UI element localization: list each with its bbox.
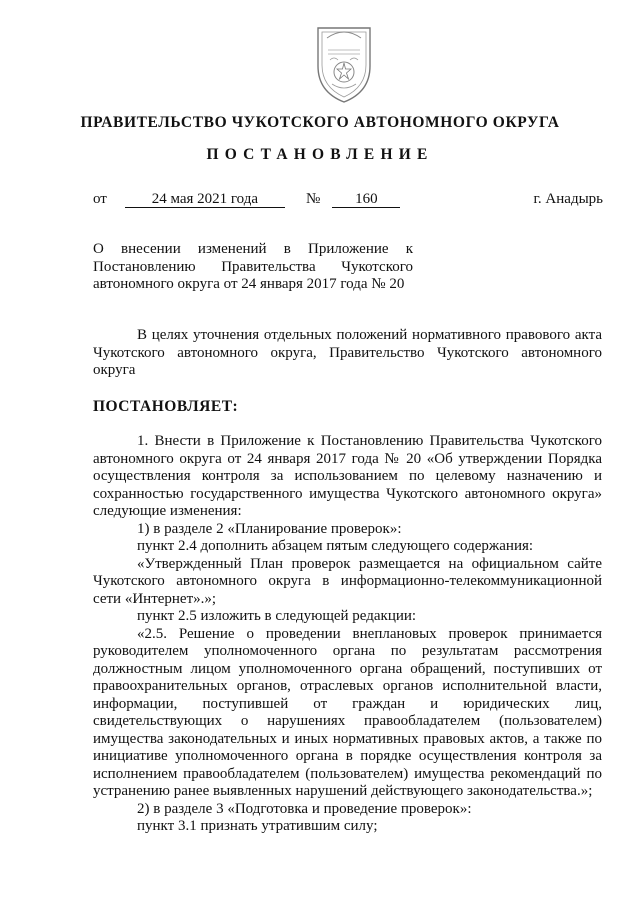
number-prefix: №: [306, 191, 321, 207]
subject-line: О внесении изменений в Приложение к Постановлению Правительства Чукотского: [93, 241, 413, 275]
document-body: [93, 433, 602, 836]
body-paragraph: пункт 2.5 изложить в следующей редакции:: [137, 608, 417, 624]
document-subject: [93, 241, 413, 294]
date-prefix: от: [93, 191, 107, 207]
date-value: 24 мая 2021 года: [125, 192, 285, 208]
body-paragraph: 2) в разделе 3 «Подготовка и проведение проверок»:: [137, 800, 472, 817]
body-paragraph: пункт 2.4 дополнить абзацем пятым следующего содержания:: [137, 538, 534, 554]
body-paragraph: «2.5. Решение о проведении внеплановых проверок принимается руководителем уполномоченного органа по результатам рассмотрения должностным лицом уполномоченного органа обращений, поступивших от правоохранительных органов, отраслевых органов исполнительной власти, информации, поступившей от граждан и юридических лиц, свидетельствующих о нарушениях правообладателем (пользователем) имущества законодательных и иных нормативных правовых актов, а также по инициативе уполномоченного органа в порядке осуществления контроля за исполнением правообладателем (пользователем) имущества рекомендаций по устранению ранее выявленных нарушений действующего законодательства.»;: [93, 625, 602, 799]
resolve-heading: ПОСТАНОВЛЯЕТ:: [93, 398, 239, 415]
subject-line-last: автономного округа от 24 января 2017 года № 20: [93, 276, 405, 292]
preamble: [93, 327, 602, 380]
document-number: [306, 191, 400, 208]
document-date: [93, 191, 285, 208]
body-paragraph: пункт 3.1 признать утратившим силу;: [137, 818, 378, 834]
body-paragraph: 1. Внести в Приложение к Постановлению Правительства Чукотского автономного округа от 24 января 2017 года № 20 «Об утверждении Порядка осуществления контроля за использованием по целевому назначению и сохранностью государственного имущества Чукотского автономного округа» следующие изменения:: [93, 433, 602, 519]
preamble-paragraph: В целях уточнения отдельных положений нормативного правового акта Чукотского автономного округа, Правительство Чукотского автономного округа: [93, 327, 602, 378]
government-title: ПРАВИТЕЛЬСТВО ЧУКОТСКОГО АВТОНОМНОГО ОКРУГА: [80, 114, 560, 131]
document-type-heading: ПОСТАНОВЛЕНИЕ: [206, 146, 434, 163]
body-paragraph: 1) в разделе 2 «Планирование проверок»:: [137, 520, 402, 537]
body-paragraph: «Утвержденный План проверок размещается на официальном сайте Чукотского автономного округа в информационно-телекоммуникационной сети «Интернет».»;: [93, 555, 602, 607]
number-value: 160: [332, 192, 400, 208]
document-city: г. Анадырь: [533, 191, 603, 207]
coat-of-arms-emblem: [308, 22, 380, 106]
